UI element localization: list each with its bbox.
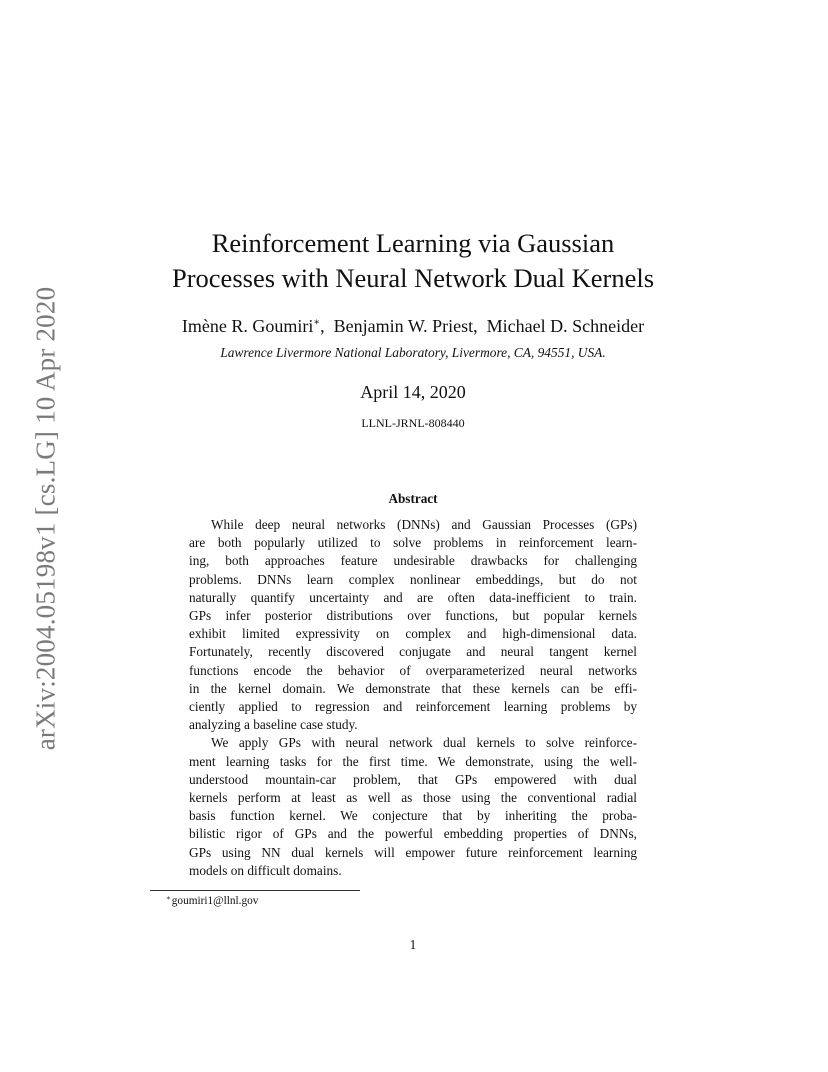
abstract-line: are both popularly utilized to solve problems in reinforcement learn- bbox=[189, 535, 637, 551]
abstract-line: We apply GPs with neural network dual kernels to solve reinforce- bbox=[211, 735, 637, 751]
abstract-heading: Abstract bbox=[388, 491, 438, 506]
abstract-line: in the kernel domain. We demonstrate that these kernels can be effi- bbox=[189, 680, 637, 696]
title-line-1: Reinforcement Learning via Gaussian bbox=[211, 228, 615, 258]
footnote-mark: ∗ bbox=[166, 894, 171, 902]
footnote bbox=[166, 894, 258, 907]
abstract-paragraph-2 bbox=[189, 734, 637, 880]
affiliation: Lawrence Livermore National Laboratory, Livermore, CA, 94551, USA. bbox=[220, 345, 606, 360]
abstract-line: functions encode the behavior of overparameterized neural networks bbox=[189, 662, 637, 678]
author-3: Michael D. Schneider bbox=[486, 316, 645, 336]
abstract-line: naturally quantify uncertainty and are often data-inefficient to train. bbox=[189, 589, 637, 605]
publication-date: April 14, 2020 bbox=[360, 382, 466, 402]
abstract-line: exhibit limited expressivity on complex and high-dimensional data. bbox=[189, 626, 637, 642]
footnote-rule bbox=[150, 890, 360, 891]
abstract-line: While deep neural networks (DNNs) and Gaussian Processes (GPs) bbox=[211, 517, 637, 532]
arxiv-identifier[interactable]: arXiv:2004.05198v1 [cs.LG] 10 Apr 2020 bbox=[30, 286, 61, 750]
abstract-line: GPs using NN dual kernels will empower future reinforcement learning bbox=[189, 844, 637, 860]
abstract-line: ciently applied to regression and reinforcement learning problems by bbox=[189, 699, 637, 715]
footnote-email[interactable]: goumiri1@llnl.gov bbox=[171, 895, 259, 907]
abstract-line: ing, both approaches feature undesirable drawbacks for challenging bbox=[189, 553, 637, 569]
abstract-line: models on difficult domains. bbox=[189, 862, 342, 878]
abstract-line: problems. DNNs learn complex nonlinear embeddings, but do not bbox=[189, 571, 637, 587]
page-number: 1 bbox=[409, 937, 417, 952]
abstract-line: understood mountain-car problem, that GPs empowered with dual bbox=[189, 771, 637, 787]
abstract-line: analyzing a baseline case study. bbox=[189, 717, 358, 733]
title-line-2: Processes with Neural Network Dual Kernels bbox=[171, 263, 655, 293]
author-2: Benjamin W. Priest bbox=[333, 316, 474, 336]
arxiv-identifier-margin bbox=[26, 288, 66, 748]
abstract-line: GPs infer posterior distributions over functions, but popular kernels bbox=[189, 608, 637, 624]
abstract-line: ment learning tasks for the first time. We demonstrate, using the well- bbox=[189, 753, 637, 769]
author-1-footnote-mark[interactable]: ∗ bbox=[313, 317, 321, 328]
abstract-line: bilistic rigor of GPs and the powerful embedding properties of DNNs, bbox=[189, 826, 637, 842]
abstract-line: kernels perform at least as well as those using the conventional radial bbox=[189, 790, 637, 806]
author-1: Imène R. Goumiri bbox=[181, 316, 314, 336]
abstract-paragraph-1 bbox=[189, 516, 637, 734]
abstract-body bbox=[189, 516, 637, 880]
author-list: Imène R. Goumiri∗, Benjamin W. Priest, Michael D. Schneider bbox=[181, 316, 645, 336]
report-number: LLNL-JRNL-808440 bbox=[361, 416, 465, 430]
abstract-line: Fortunately, recently discovered conjugate and neural tangent kernel bbox=[189, 644, 637, 660]
paper-title bbox=[120, 226, 706, 296]
abstract-line: basis function kernel. We conjecture that by inheriting the proba- bbox=[189, 808, 637, 824]
